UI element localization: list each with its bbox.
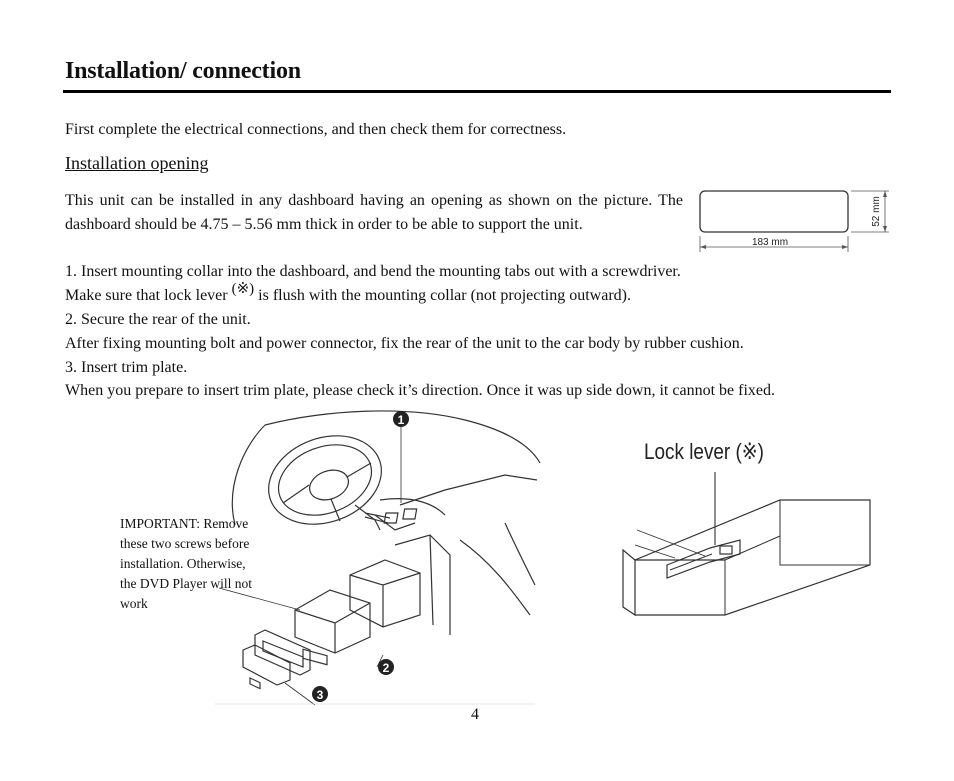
step-3: 3. Insert trim plate. (65, 359, 188, 376)
mounting-collar (350, 560, 420, 627)
width-label: 183 mm (751, 237, 789, 248)
step-1-note-end: is flush with the mounting collar (not projecting outward). (258, 287, 631, 304)
important-note-line: IMPORTANT: Remove (120, 516, 249, 531)
step-1-note-start: Make sure that lock lever (65, 287, 228, 304)
trim-plate (255, 630, 310, 675)
lock-lever-illustration (615, 470, 885, 630)
step-1: 1. Insert mounting collar into the dashboard, and bend the mounting tabs out with a screwdriver. (65, 263, 681, 280)
lock-lever-label: Lock lever (※) (644, 439, 764, 464)
step-2-note: After fixing mounting bolt and power connector, fix the rear of the unit to the car body by rubber cushion. (65, 335, 744, 352)
opening-dimension-diagram (695, 186, 895, 256)
steering-wheel (256, 421, 394, 540)
step-2: 2. Secure the rear of the unit. (65, 311, 251, 328)
installation-illustration (205, 405, 545, 707)
callout-3-label: 3 (316, 688, 324, 702)
reference-mark: (※) (231, 281, 255, 297)
step-3-note: When you prepare to insert trim plate, please check it’s direction. Once it was up side down, it cannot be fixed. (65, 382, 775, 399)
callout-2-label: 2 (382, 661, 390, 675)
important-note-line: work (120, 596, 148, 611)
page-title: Installation/ connection (65, 58, 301, 84)
height-label: 52 mm (871, 196, 882, 227)
important-note-line: the DVD Player will not (120, 576, 252, 591)
opening-outline (700, 191, 848, 232)
title-divider (63, 90, 891, 93)
opening-paragraph: This unit can be installed in any dashboard having an opening as shown on the picture. The dashboard should be 4.75 – 5.56 mm thick in order to be able to support the unit. (65, 192, 683, 233)
callout-1-label: 1 (397, 413, 405, 427)
step-1-note (65, 281, 631, 308)
page-number: 4 (471, 706, 479, 723)
dvd-unit (295, 590, 370, 653)
section-heading: Installation opening (65, 153, 209, 173)
intro-text: First complete the electrical connections, and then check them for correctness. (65, 121, 567, 138)
important-note (120, 514, 252, 614)
important-note-line: installation. Otherwise, (120, 556, 246, 571)
important-note-line: these two screws before (120, 536, 250, 551)
